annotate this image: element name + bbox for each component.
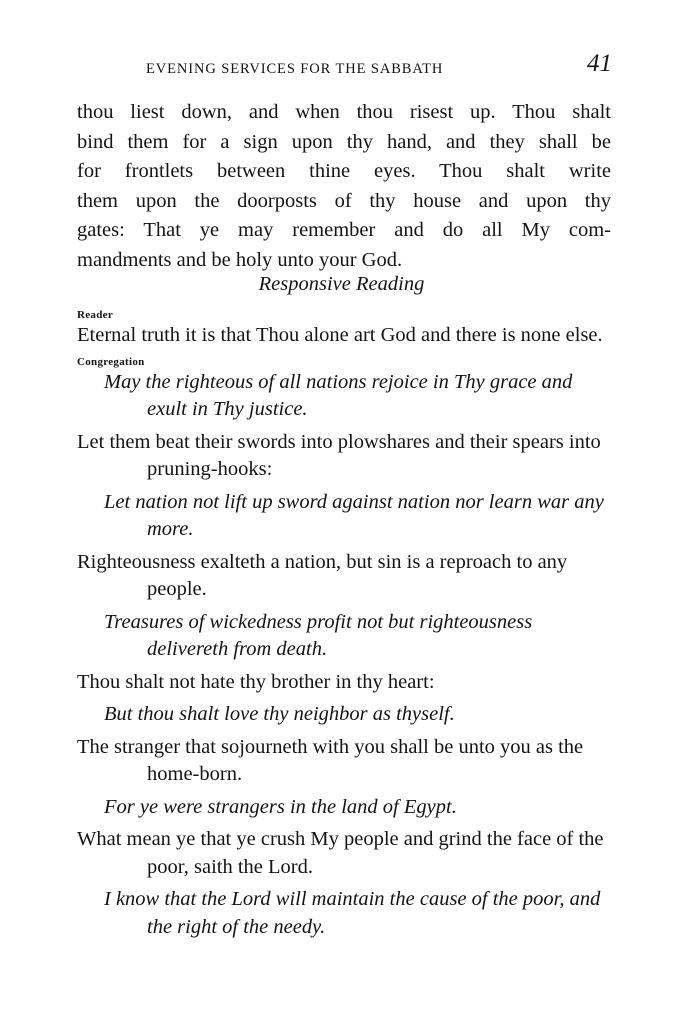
prose-line: bind them for a sign upon thy hand, and they shall be [77, 130, 611, 153]
congregation-verse: But thou shalt love thy neighbor as thyself. [104, 703, 455, 725]
congregation-verse: May the righteous of all nations rejoice in Thy grace and exult in Thy justice. [104, 370, 573, 420]
reader-verse: Righteousness exalteth a nation, but sin is a reproach to any people. [77, 550, 568, 600]
role-label-congregation: Congregation [77, 355, 145, 368]
reader-verse: Thou shalt not hate thy brother in thy heart: [77, 670, 435, 693]
reader-verse: Let them beat their swords into plowshares and their spears into pruning-hooks: [77, 430, 601, 480]
reader-verse: Eternal truth it is that Thou alone art God and there is none else. [77, 324, 603, 346]
section-heading: Responsive Reading [258, 273, 425, 295]
congregation-verse: For ye were strangers in the land of Egypt. [104, 795, 457, 818]
prose-line: thou liest down, and when thou risest up. Thou shalt [77, 101, 611, 123]
responsive-reading [77, 308, 617, 946]
congregation-verse: Treasures of wickedness profit not but righteousness delivereth from death. [104, 610, 533, 660]
prose-line: gates: That ye may remember and do all My com- [77, 219, 611, 241]
prose-paragraph [77, 98, 611, 275]
role-label-reader: Reader [77, 309, 114, 321]
congregation-verse: I know that the Lord will maintain the cause of the poor, and the right of the needy. [104, 888, 601, 938]
running-head [146, 52, 616, 82]
prose-line: them upon the doorposts of thy house and upon thy [77, 189, 611, 212]
running-title: EVENING SERVICES FOR THE SABBATH [146, 61, 444, 77]
reader-verse: What mean ye that ye crush My people and grind the face of the poor, saith the Lord. [77, 828, 604, 878]
prose-line: for frontlets between thine eyes. Thou shalt write [77, 160, 611, 182]
congregation-verse: Let nation not lift up sword against nation nor learn war any more. [104, 490, 604, 540]
prose-line: mandments and be holy unto your God. [77, 248, 403, 271]
page-number: 41 [587, 50, 612, 77]
reader-verse: The stranger that sojourneth with you shall be unto you as the home-born. [77, 735, 584, 785]
